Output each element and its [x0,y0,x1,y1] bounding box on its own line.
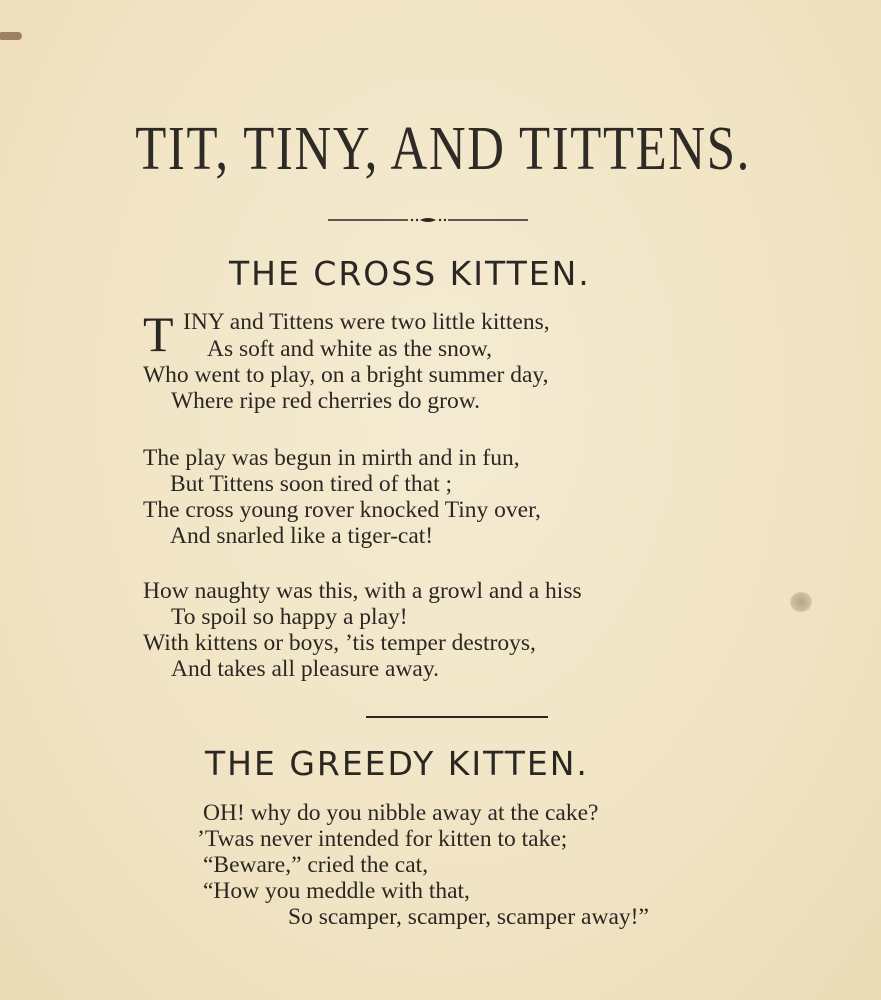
poem-line: How naughty was this, with a growl and a hiss [143,578,582,604]
poem-line: And snarled like a tiger-cat! [170,523,434,549]
poem-line: With kittens or boys, ’tis temper destroys, [143,630,536,656]
title-ornament-divider [328,214,528,226]
poem-line: The cross young rover knocked Tiny over, [143,497,541,523]
poem-line: The play was begun in mirth and in fun, [143,445,520,471]
poem-line: So scamper, scamper, scamper away!” [288,904,649,930]
section-divider-rule [366,716,548,718]
page-title: TIT, TINY, AND TITTENS. [135,115,751,183]
poem-line: “Beware,” cried the cat, [203,852,429,878]
poem-line: And takes all pleasure away. [171,656,439,682]
section-heading-cross-kitten: THE CROSS KITTEN. [229,254,591,293]
drop-cap: T [143,306,174,362]
page-corner-mark [0,32,22,40]
poem-line: INY and Tittens were two little kittens, [183,309,550,335]
poem-line: But Tittens soon tired of that ; [170,471,453,497]
poem-line: ’Twas never intended for kitten to take; [197,826,568,852]
poem-line: “How you meddle with that, [203,878,470,904]
poem-line: Who went to play, on a bright summer day, [143,362,549,388]
section-heading-greedy-kitten: THE GREEDY KITTEN. [205,744,589,783]
poem-line: Where ripe red cherries do grow. [171,388,481,414]
poem-line: As soft and white as the snow, [207,336,493,362]
paper-stain [790,592,812,612]
poem-line: To spoil so happy a play! [171,604,408,630]
poem-line: OH! why do you nibble away at the cake? [203,800,599,826]
